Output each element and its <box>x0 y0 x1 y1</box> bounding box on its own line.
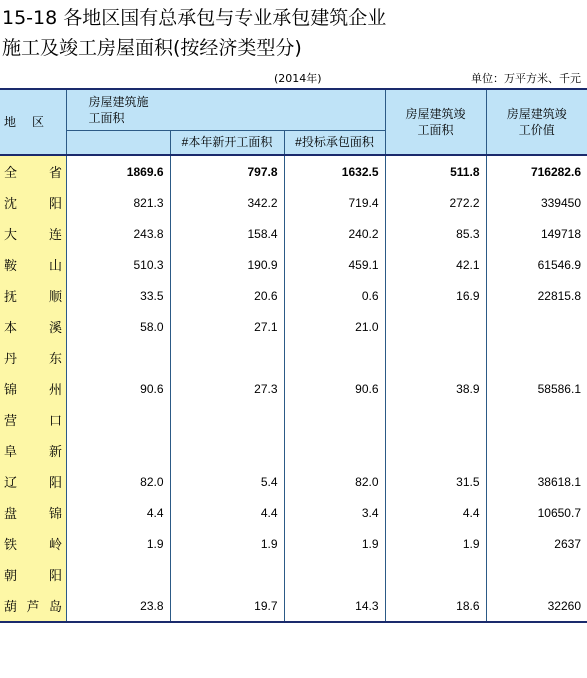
region-cell <box>0 249 66 280</box>
cell-new-started: 190.9 <box>170 249 284 280</box>
region-cell <box>0 311 66 342</box>
region-label: 辽阳 <box>4 475 62 490</box>
region-label: 营口 <box>4 413 62 428</box>
cell-new-started <box>170 404 284 435</box>
table-row <box>0 342 587 373</box>
table-row <box>0 528 587 559</box>
cell-completed-area: 42.1 <box>385 249 486 280</box>
cell-construction-area <box>66 559 170 590</box>
header-construction-area: 房屋建筑施工面积 <box>88 95 149 125</box>
region-label: 丹东 <box>4 351 62 366</box>
cell-tender-contract: 1632.5 <box>284 155 385 187</box>
cell-completed-value: 716282.6 <box>486 155 587 187</box>
cell-tender-contract: 719.4 <box>284 187 385 218</box>
cell-new-started: 27.1 <box>170 311 284 342</box>
table-row <box>0 280 587 311</box>
region-label: 葫芦岛 <box>4 599 62 614</box>
cell-construction-area: 1.9 <box>66 528 170 559</box>
cell-construction-area: 90.6 <box>66 373 170 404</box>
region-label: 鞍山 <box>4 258 62 273</box>
page-title: 15-18 各地区国有总承包与专业承包建筑企业 <box>2 7 387 29</box>
table-row <box>0 155 587 187</box>
cell-new-started: 19.7 <box>170 590 284 622</box>
cell-completed-value: 58586.1 <box>486 373 587 404</box>
cell-new-started: 1.9 <box>170 528 284 559</box>
cell-completed-area: 85.3 <box>385 218 486 249</box>
cell-completed-area: 31.5 <box>385 466 486 497</box>
region-cell <box>0 342 66 373</box>
region-cell <box>0 559 66 590</box>
region-label: 全省 <box>4 165 62 180</box>
cell-tender-contract: 21.0 <box>284 311 385 342</box>
cell-construction-area <box>66 435 170 466</box>
cell-completed-value: 339450 <box>486 187 587 218</box>
table-row <box>0 404 587 435</box>
cell-completed-value: 149718 <box>486 218 587 249</box>
cell-new-started <box>170 559 284 590</box>
cell-construction-area: 58.0 <box>66 311 170 342</box>
region-cell <box>0 404 66 435</box>
cell-new-started: 27.3 <box>170 373 284 404</box>
region-label: 大连 <box>4 227 62 242</box>
cell-construction-area: 510.3 <box>66 249 170 280</box>
region-cell <box>0 590 66 622</box>
cell-completed-area <box>385 435 486 466</box>
region-cell <box>0 280 66 311</box>
cell-completed-value: 32260 <box>486 590 587 622</box>
region-cell <box>0 187 66 218</box>
region-cell <box>0 435 66 466</box>
cell-completed-area <box>385 311 486 342</box>
page-subtitle: 施工及竣工房屋面积(按经济类型分) <box>2 37 302 59</box>
cell-completed-value <box>486 559 587 590</box>
cell-new-started: 20.6 <box>170 280 284 311</box>
table-row <box>0 373 587 404</box>
header-completed-area: 房屋建筑竣工面积 <box>385 89 486 155</box>
cell-completed-area <box>385 342 486 373</box>
cell-construction-area <box>66 342 170 373</box>
table-row <box>0 187 587 218</box>
table-row <box>0 466 587 497</box>
region-cell <box>0 497 66 528</box>
header-construction-area-sub <box>66 131 170 156</box>
cell-construction-area: 82.0 <box>66 466 170 497</box>
region-label: 本溪 <box>4 320 62 335</box>
cell-new-started: 342.2 <box>170 187 284 218</box>
cell-new-started: 797.8 <box>170 155 284 187</box>
cell-completed-area: 511.8 <box>385 155 486 187</box>
cell-tender-contract <box>284 342 385 373</box>
cell-tender-contract: 240.2 <box>284 218 385 249</box>
cell-tender-contract <box>284 435 385 466</box>
region-label: 沈阳 <box>4 196 62 211</box>
cell-completed-value <box>486 311 587 342</box>
cell-completed-value <box>486 435 587 466</box>
table-row <box>0 497 587 528</box>
cell-construction-area: 821.3 <box>66 187 170 218</box>
table-row <box>0 311 587 342</box>
cell-tender-contract: 1.9 <box>284 528 385 559</box>
cell-tender-contract: 459.1 <box>284 249 385 280</box>
cell-completed-area: 1.9 <box>385 528 486 559</box>
cell-tender-contract: 0.6 <box>284 280 385 311</box>
cell-tender-contract: 14.3 <box>284 590 385 622</box>
cell-construction-area: 33.5 <box>66 280 170 311</box>
cell-construction-area: 23.8 <box>66 590 170 622</box>
cell-tender-contract: 90.6 <box>284 373 385 404</box>
header-new-started: #本年新开工面积 <box>170 131 284 156</box>
cell-new-started: 158.4 <box>170 218 284 249</box>
cell-tender-contract: 3.4 <box>284 497 385 528</box>
cell-construction-area: 4.4 <box>66 497 170 528</box>
cell-construction-area: 243.8 <box>66 218 170 249</box>
cell-completed-area <box>385 559 486 590</box>
table-row <box>0 590 587 622</box>
header-region: 地 区 <box>0 89 66 155</box>
cell-completed-area: 38.9 <box>385 373 486 404</box>
data-table <box>0 88 587 623</box>
region-label: 盘锦 <box>4 506 62 521</box>
unit-label: 单位：万平方米、千元 <box>471 72 581 85</box>
cell-completed-area <box>385 404 486 435</box>
cell-new-started: 5.4 <box>170 466 284 497</box>
year-label: (2014年) <box>274 72 322 85</box>
cell-completed-value: 38618.1 <box>486 466 587 497</box>
table-row <box>0 435 587 466</box>
cell-completed-area: 16.9 <box>385 280 486 311</box>
region-cell <box>0 373 66 404</box>
cell-new-started: 4.4 <box>170 497 284 528</box>
header-tender-contract: #投标承包面积 <box>284 131 385 156</box>
table-row <box>0 218 587 249</box>
cell-tender-contract <box>284 559 385 590</box>
cell-new-started <box>170 342 284 373</box>
cell-tender-contract <box>284 404 385 435</box>
cell-completed-value: 10650.7 <box>486 497 587 528</box>
cell-completed-area: 272.2 <box>385 187 486 218</box>
cell-new-started <box>170 435 284 466</box>
cell-construction-area <box>66 404 170 435</box>
region-cell <box>0 155 66 187</box>
region-label: 阜新 <box>4 444 62 459</box>
cell-completed-value: 61546.9 <box>486 249 587 280</box>
table-row <box>0 249 587 280</box>
region-cell <box>0 218 66 249</box>
header-construction-area-group <box>66 89 385 131</box>
cell-completed-area: 18.6 <box>385 590 486 622</box>
table-row <box>0 559 587 590</box>
cell-completed-value <box>486 342 587 373</box>
region-label: 抚顺 <box>4 289 62 304</box>
region-cell <box>0 528 66 559</box>
cell-completed-value: 22815.8 <box>486 280 587 311</box>
header-completed-value: 房屋建筑竣工价值 <box>486 89 587 155</box>
cell-completed-area: 4.4 <box>385 497 486 528</box>
cell-completed-value <box>486 404 587 435</box>
region-label: 锦州 <box>4 382 62 397</box>
cell-construction-area: 1869.6 <box>66 155 170 187</box>
cell-completed-value: 2637 <box>486 528 587 559</box>
region-cell <box>0 466 66 497</box>
region-label: 铁岭 <box>4 537 62 552</box>
region-label: 朝阳 <box>4 568 62 583</box>
cell-tender-contract: 82.0 <box>284 466 385 497</box>
